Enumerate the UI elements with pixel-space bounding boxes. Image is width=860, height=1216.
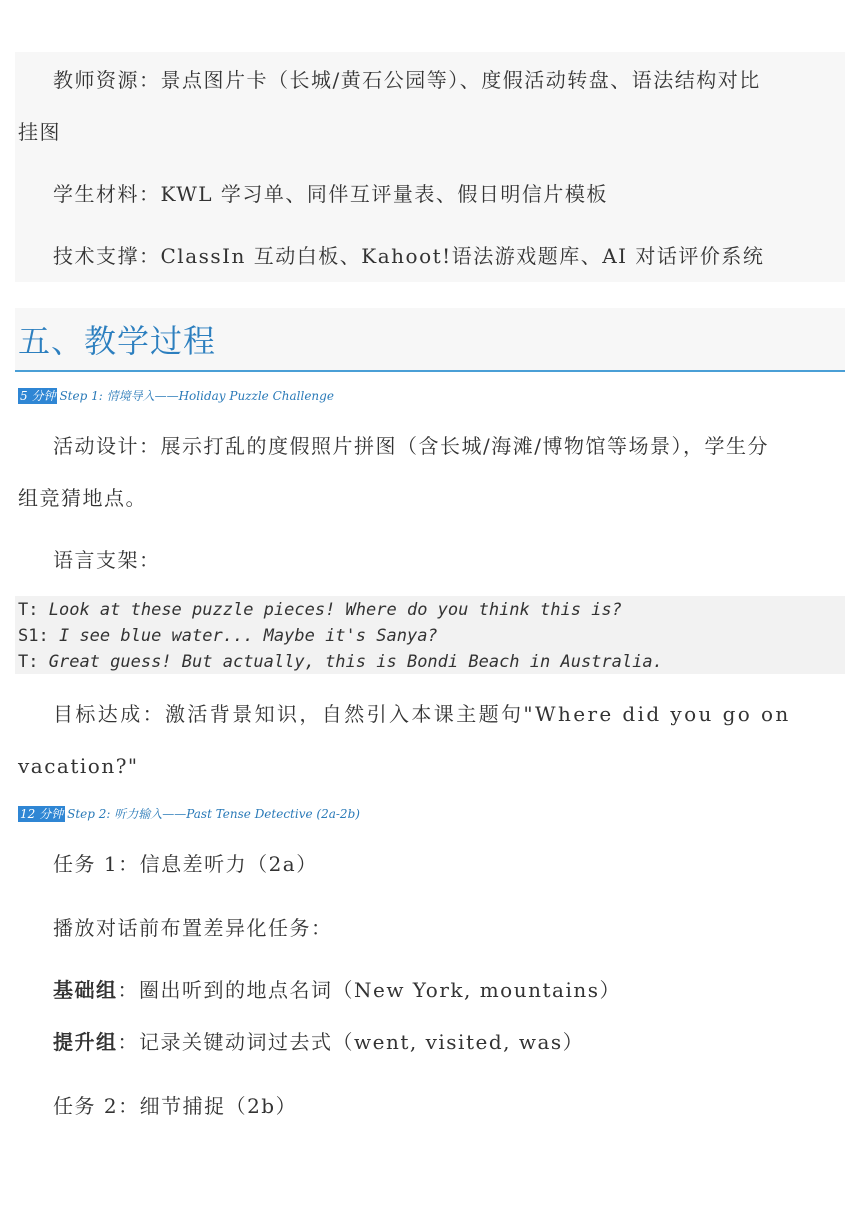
step1-heading	[18, 388, 334, 404]
dialogue-speaker: S1:	[18, 626, 49, 646]
advanced-group-text: ：记录关键动词过去式（went, visited, was）	[117, 1030, 585, 1054]
basic-group-item	[53, 976, 621, 1004]
teacher-resources-line1: 教师资源：景点图片卡（长城/黄石公园等）、度假活动转盘、语法结构对比	[53, 68, 761, 92]
dialogue-text: I see blue water... Maybe it's Sanya?	[58, 626, 438, 646]
task1: 任务 1：信息差听力（2a）	[53, 852, 318, 876]
step1-activity-line2: 组竞猜地点。	[18, 486, 147, 510]
goal-line2: vacation?"	[18, 754, 139, 778]
basic-group-text: ：圈出听到的地点名词（New York, mountains）	[117, 978, 621, 1002]
dialogue-speaker: T:	[18, 652, 39, 672]
advanced-group-label: 提升组	[53, 1030, 118, 1054]
advanced-group-item	[53, 1028, 584, 1056]
dialogue-block	[15, 596, 845, 674]
dialogue-text: Great guess! But actually, this is Bondi Beach in Australia.	[48, 652, 663, 672]
step2-title: Step 2: 听力输入——Past Tense Detective (2a-2b)	[67, 807, 360, 821]
dialogue-line	[18, 625, 438, 647]
step1-duration-badge: 5 分钟	[20, 389, 56, 403]
section-title: 五、教学过程	[18, 322, 217, 360]
dialogue-line	[18, 651, 663, 673]
step2-duration-badge: 12 分钟	[20, 807, 64, 821]
step1-activity-line1: 活动设计：展示打乱的度假照片拼图（含长城/海滩/博物馆等场景），学生分	[53, 434, 769, 458]
dialogue-text: Look at these puzzle pieces! Where do you think this is?	[48, 600, 622, 620]
task1-intro: 播放对话前布置差异化任务：	[53, 916, 333, 940]
tech-support: 技术支撑：ClassIn 互动白板、Kahoot!语法游戏题库、AI 对话评价系统	[53, 244, 765, 268]
step2-heading	[18, 806, 360, 822]
goal-line1: 目标达成：激活背景知识，自然引入本课主题句"Where did you go on	[53, 702, 791, 726]
step1-title: Step 1: 情境导入——Holiday Puzzle Challenge	[59, 389, 334, 403]
teacher-resources-line2: 挂图	[18, 120, 61, 144]
dialogue-speaker: T:	[18, 600, 39, 620]
scaffold-label: 语言支架：	[53, 548, 161, 572]
dialogue-line	[18, 599, 622, 621]
basic-group-label: 基础组	[53, 978, 118, 1002]
section-header	[15, 308, 845, 372]
task2: 任务 2：细节捕捉（2b）	[53, 1094, 298, 1118]
student-materials: 学生材料：KWL 学习单、同伴互评量表、假日明信片模板	[53, 182, 608, 206]
